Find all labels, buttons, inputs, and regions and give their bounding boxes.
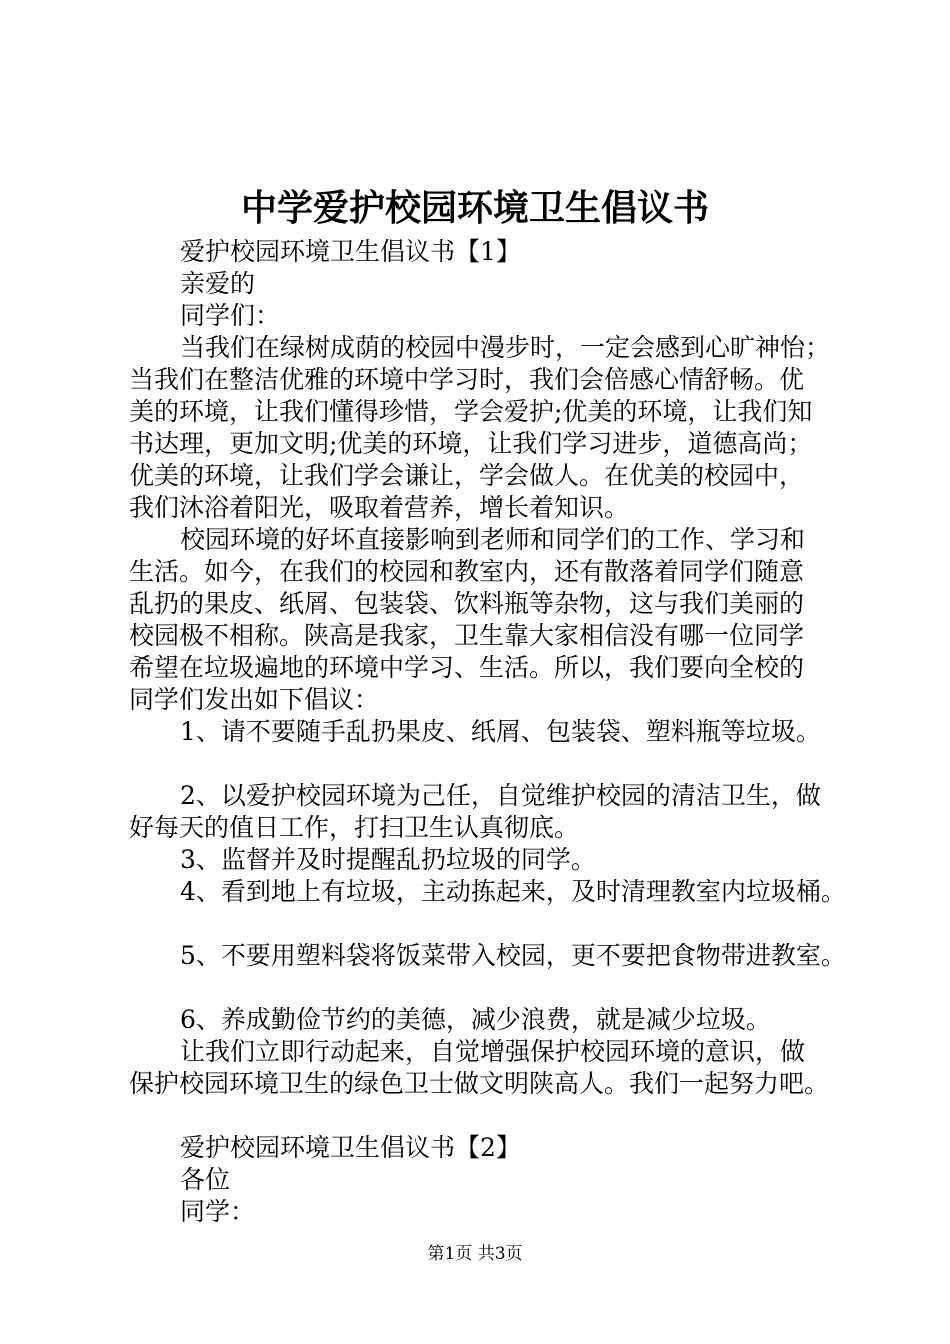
paragraph-line: 保护校园环境卫生的绿色卫士做文明陕高人。我们一起努力吧。 [129, 1069, 830, 1098]
section-heading: 爱护校园环境卫生倡议书【2】 [180, 1133, 521, 1162]
document-title: 中学爱护校园环境卫生倡议书 [240, 187, 709, 229]
list-item: 4、看到地上有垃圾，主动拣起来，及时清理教室内垃圾桶。 [180, 877, 846, 906]
section-heading: 爱护校园环境卫生倡议书【1】 [180, 237, 521, 266]
paragraph-line: 优美的环境，让我们学会谦让，学会做人。在优美的校园中， [129, 461, 805, 490]
paragraph-line: 当我们在整洁优雅的环境中学习时，我们会倍感心情舒畅。优 [129, 365, 805, 394]
paragraph-line: 乱扔的果皮、纸屑、包装袋、饮料瓶等杂物，这与我们美丽的 [129, 589, 805, 618]
page-number: 第1页 共3页 [427, 1244, 523, 1264]
paragraph-line: 书达理，更加文明;优美的环境，让我们学习进步，道德高尚； [129, 429, 813, 458]
blank-line [129, 1100, 839, 1132]
paragraph-line: 校园环境的好坏直接影响到老师和同学们的工作、学习和 [180, 525, 806, 554]
list-item: 6、养成勤俭节约的美德，减少浪费，就是减少垃圾。 [180, 1005, 771, 1034]
blank-line [129, 748, 839, 780]
list-item: 5、不要用塑料袋将饭菜带入校园，更不要把食物带进教室。 [180, 941, 846, 970]
salutation-line: 各位 [180, 1165, 231, 1194]
document-body [129, 236, 846, 1228]
salutation-line: 同学们： [180, 301, 281, 330]
list-item: 1、请不要随手乱扔果皮、纸屑、包装袋、塑料瓶等垃圾。 [180, 717, 821, 746]
paragraph-line: 同学们发出如下倡议： [129, 685, 380, 714]
list-item: 2、以爱护校园环境为己任，自觉维护校园的清洁卫生，做 [180, 781, 821, 810]
blank-line [129, 972, 839, 1004]
list-item-continuation: 好每天的值日工作，打扫卫生认真彻底。 [129, 813, 580, 842]
paragraph-line: 校园极不相称。陕高是我家，卫生靠大家相信没有哪一位同学 [129, 621, 805, 650]
paragraph-line: 让我们立即行动起来，自觉增强保护校园环境的意识，做 [180, 1037, 806, 1066]
salutation-line: 同学： [180, 1197, 256, 1226]
paragraph-line: 生活。如今，在我们的校园和教室内，还有散落着同学们随意 [129, 557, 805, 586]
blank-line [129, 908, 839, 940]
paragraph-line: 美的环境，让我们懂得珍惜，学会爱护;优美的环境，让我们知 [129, 397, 813, 426]
paragraph-line: 我们沐浴着阳光，吸取着营养，增长着知识。 [129, 493, 630, 522]
salutation-line: 亲爱的 [180, 269, 256, 298]
paragraph-line: 当我们在绿树成荫的校园中漫步时，一定会感到心旷神怡； [180, 333, 831, 362]
paragraph-line: 希望在垃圾遍地的环境中学习、生活。所以，我们要向全校的 [129, 653, 805, 682]
list-item: 3、监督并及时提醒乱扔垃圾的同学。 [180, 845, 596, 874]
